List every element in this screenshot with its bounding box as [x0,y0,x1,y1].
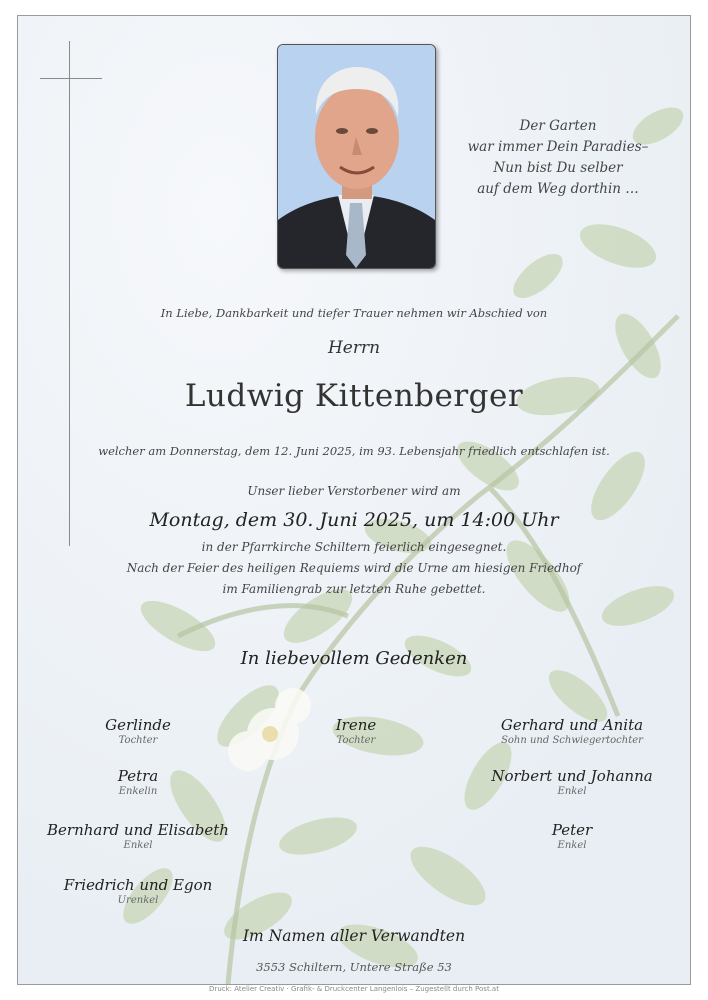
funeral-location: in der Pfarrkirche Schiltern feierlich eingesegnet. [201,540,507,554]
mourner-relation: Tochter [336,735,376,746]
mourner-name: Friedrich und Egon [63,876,213,894]
farewell-intro: In Liebe, Dankbarkeit und tiefer Trauer nehmen wir Abschied von [160,306,548,320]
mourners-heading: In liebevollem Gedenken [240,648,468,669]
mourner-entry [452,716,691,746]
deceased-name: Ludwig Kittenberger [184,378,524,414]
obituary-card [17,15,691,985]
mourner-relation: Urenkel [117,895,159,906]
mourner-relation: Enkel [557,786,587,797]
funeral-intro: Unser lieber Verstorbener wird am [247,484,461,498]
cross-horizontal-line [40,78,102,79]
quote-line: Der Garten [519,118,597,134]
mourner-entry [452,767,691,797]
mourner-relation: Sohn und Schwiegertochter [501,735,643,746]
mourner-entry [18,767,258,797]
relatives-closing: Im Namen aller Verwandten [242,927,466,945]
mourner-name: Petra [117,767,159,785]
quote-line: auf dem Weg dorthin … [477,181,639,197]
mourner-name: Norbert und Johanna [491,767,653,785]
mourner-entry [236,716,476,746]
mourner-name: Irene [335,716,377,734]
mourner-name: Peter [551,821,593,839]
memorial-quote [438,116,678,200]
mourner-name: Bernhard und Elisabeth [47,821,229,839]
quote-line: Nun bist Du selber [493,160,623,176]
print-credit: Druck: Atelier Creativ · Grafik- & Druckcenter Langenlois – Zugestellt durch Post.at [209,985,499,993]
mourner-entry [18,876,258,906]
death-statement: welcher am Donnerstag, dem 12. Juni 2025, im 93. Lebensjahr friedlich entschlafen ist. [98,444,610,458]
mourner-name: Gerhard und Anita [500,716,644,734]
family-address: 3553 Schiltern, Untere Straße 53 [256,960,452,974]
portrait-photo [277,44,436,269]
mourner-relation: Tochter [118,735,158,746]
funeral-date: Montag, dem 30. Juni 2025, um 14:00 Uhr [149,509,559,531]
mourner-entry [18,716,258,746]
mourner-entry [452,821,691,851]
cross-vertical-line [69,41,70,546]
mourner-name: Gerlinde [105,716,171,734]
salutation: Herrn [327,338,381,358]
funeral-detail: Nach der Feier des heiligen Requiems wird die Urne am hiesigen Friedhof [126,561,582,575]
funeral-burial: im Familiengrab zur letzten Ruhe gebettet. [222,582,486,596]
mourner-relation: Enkel [123,840,153,851]
quote-line: war immer Dein Paradies– [467,139,649,155]
mourner-entry [18,821,258,851]
mourner-relation: Enkelin [118,786,158,797]
mourner-relation: Enkel [557,840,587,851]
